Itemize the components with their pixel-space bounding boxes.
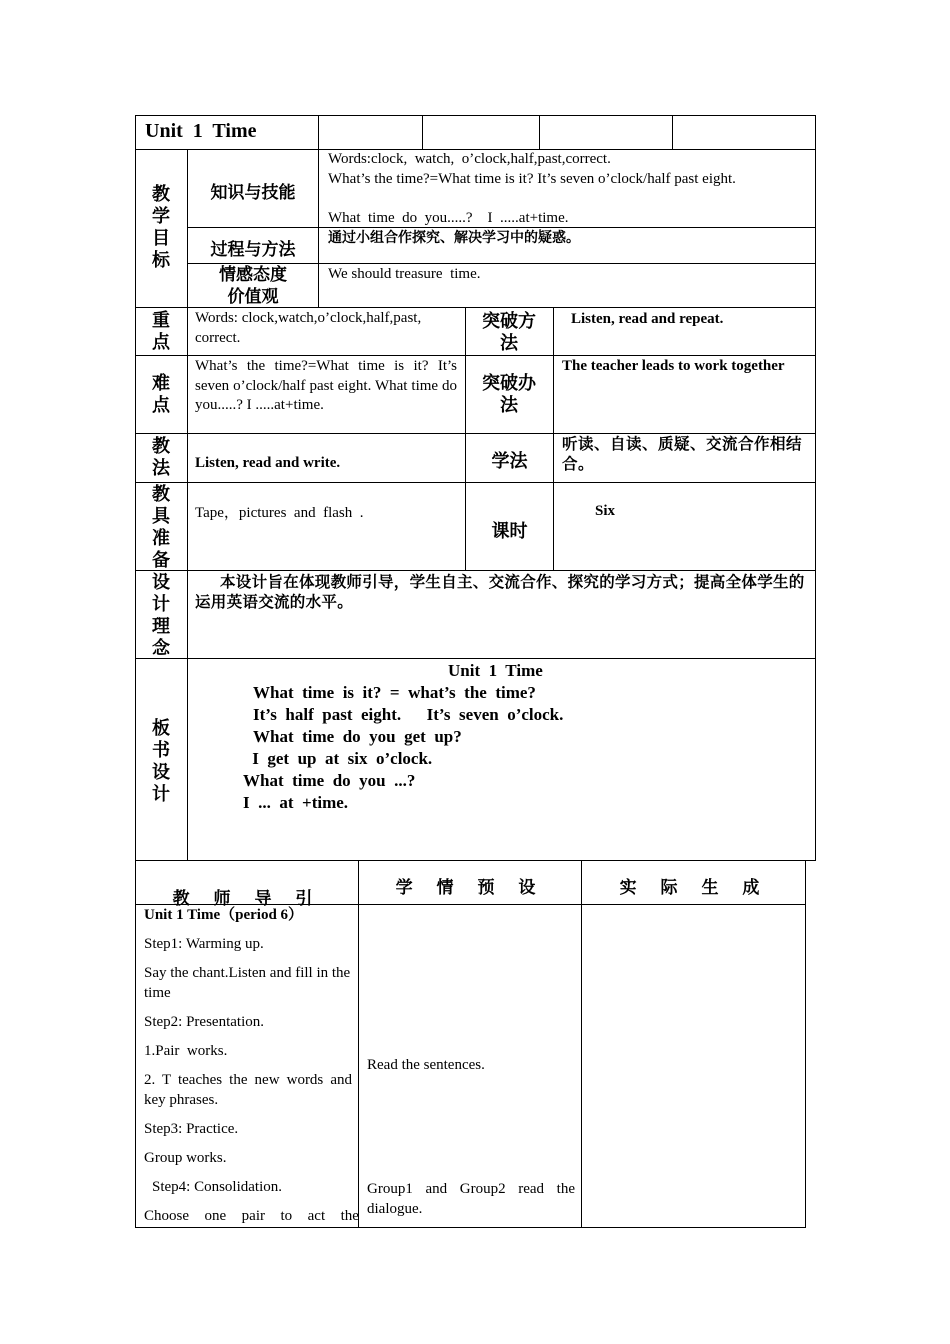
unit-title: Unit 1 Time xyxy=(145,120,257,142)
row-divider xyxy=(135,433,816,434)
key-points-text: Words: clock,watch,o’clock,half,past, correct. xyxy=(195,310,422,346)
student-preset-header: 学 情 预 设 xyxy=(395,878,545,898)
materials-text: Tape，pictures and flash . xyxy=(195,505,364,521)
key-points-method-label xyxy=(476,311,542,355)
col-divider xyxy=(672,115,673,149)
board-line: I get up at six o’clock. xyxy=(248,749,433,768)
step-item: Say the chant.Listen and fill in the time xyxy=(144,965,351,1001)
board-line: What time do you ...? xyxy=(243,771,416,790)
design-concept-label: 设计理念 xyxy=(152,572,170,659)
actual-outcome-header: 实 际 生 成 xyxy=(619,878,769,898)
step-item: Step2: Presentation. xyxy=(144,1014,264,1030)
difficulties-method-text: The teacher leads to work together xyxy=(562,358,785,374)
board-line: What time do you get up? xyxy=(253,727,462,746)
row-divider xyxy=(135,570,816,571)
teaching-method-text: Listen, read and write. xyxy=(195,455,341,471)
board-design-label: 板书设计 xyxy=(152,718,170,805)
emotion-values-text: We should treasure time. xyxy=(328,266,481,282)
process-methods-label: 过程与方法 xyxy=(210,240,296,260)
row-divider xyxy=(135,482,816,483)
col-divider xyxy=(422,115,423,149)
board-line: It’s half past eight. It’s seven o’clock. xyxy=(253,705,564,724)
knowledge-line: Words:clock, watch, o’clock,half,past,correct. xyxy=(328,151,611,167)
step-item: 2. T teaches the new words and key phrases. xyxy=(144,1072,352,1108)
design-concept-text: 本设计旨在体现教师引导，学生自主、交流合作、探究的学习方式；提高全体学生的运用英语交流的水平。 xyxy=(195,573,805,611)
step-item: Step1: Warming up. xyxy=(144,936,264,952)
key-points-label: 重点 xyxy=(152,310,170,353)
difficulties-text: What’s the time?=What time is it? It’s seven o’clock/half past eight. What time do you.....? I .....at+time. xyxy=(195,358,457,413)
row-divider xyxy=(135,355,816,356)
col-divider xyxy=(358,860,359,1228)
board-title: Unit 1 Time xyxy=(448,661,543,680)
step-item: Group works. xyxy=(144,1150,227,1166)
emotion-values-label-line2: 价值观 xyxy=(227,287,279,307)
emotion-values-label-line1: 情感态度 xyxy=(219,265,287,285)
difficulties-method-label-text: 突破办法 xyxy=(482,373,536,416)
student-preset-item: Group1 and Group2 read the dialogue. xyxy=(367,1181,575,1217)
board-line: What time is it? = what’s the time? xyxy=(253,683,536,702)
row-divider xyxy=(135,658,816,659)
knowledge-line: What time do you.....? I .....at+time. xyxy=(328,209,569,226)
col-divider xyxy=(553,307,554,570)
learning-method-text: 听读、自读、质疑、交流合作相结合。 xyxy=(562,435,803,473)
col-divider xyxy=(318,115,319,149)
materials-label: 教具准备 xyxy=(152,484,170,571)
col-divider xyxy=(539,115,540,149)
period-title: Unit 1 Time（period 6） xyxy=(144,907,304,923)
teaching-method-label: 教法 xyxy=(152,436,170,479)
step-item: Step4: Consolidation. xyxy=(152,1179,283,1195)
row-divider xyxy=(187,263,816,264)
key-points-method-text: Listen, read and repeat. xyxy=(571,311,724,327)
difficulties-method-label xyxy=(476,373,542,417)
class-hours-text: Six xyxy=(595,503,616,519)
process-methods-text: 通过小组合作探究、解决学习中的疑惑。 xyxy=(328,230,580,246)
step-item: 1.Pair works. xyxy=(144,1043,228,1059)
objectives-label: 教学目标 xyxy=(152,184,170,271)
student-preset-item: Read the sentences. xyxy=(367,1057,485,1073)
board-line: I ... at +time. xyxy=(243,793,349,812)
col-divider xyxy=(318,149,319,307)
knowledge-line: What’s the time?=What time is it? It’s seven o’clock/half past eight. xyxy=(328,170,736,187)
step-item: Choose one pair to act the xyxy=(144,1208,359,1224)
knowledge-skills-label: 知识与技能 xyxy=(210,183,296,203)
learning-method-label: 学法 xyxy=(491,451,528,472)
key-points-method-label-text: 突破方法 xyxy=(482,311,536,354)
step-item: Step3: Practice. xyxy=(144,1121,239,1137)
teacher-guide-header: 教 师 导 引 xyxy=(172,889,322,909)
difficulties-label: 难点 xyxy=(152,373,170,416)
class-hours-label: 课时 xyxy=(491,521,528,542)
col-divider xyxy=(581,860,582,1228)
